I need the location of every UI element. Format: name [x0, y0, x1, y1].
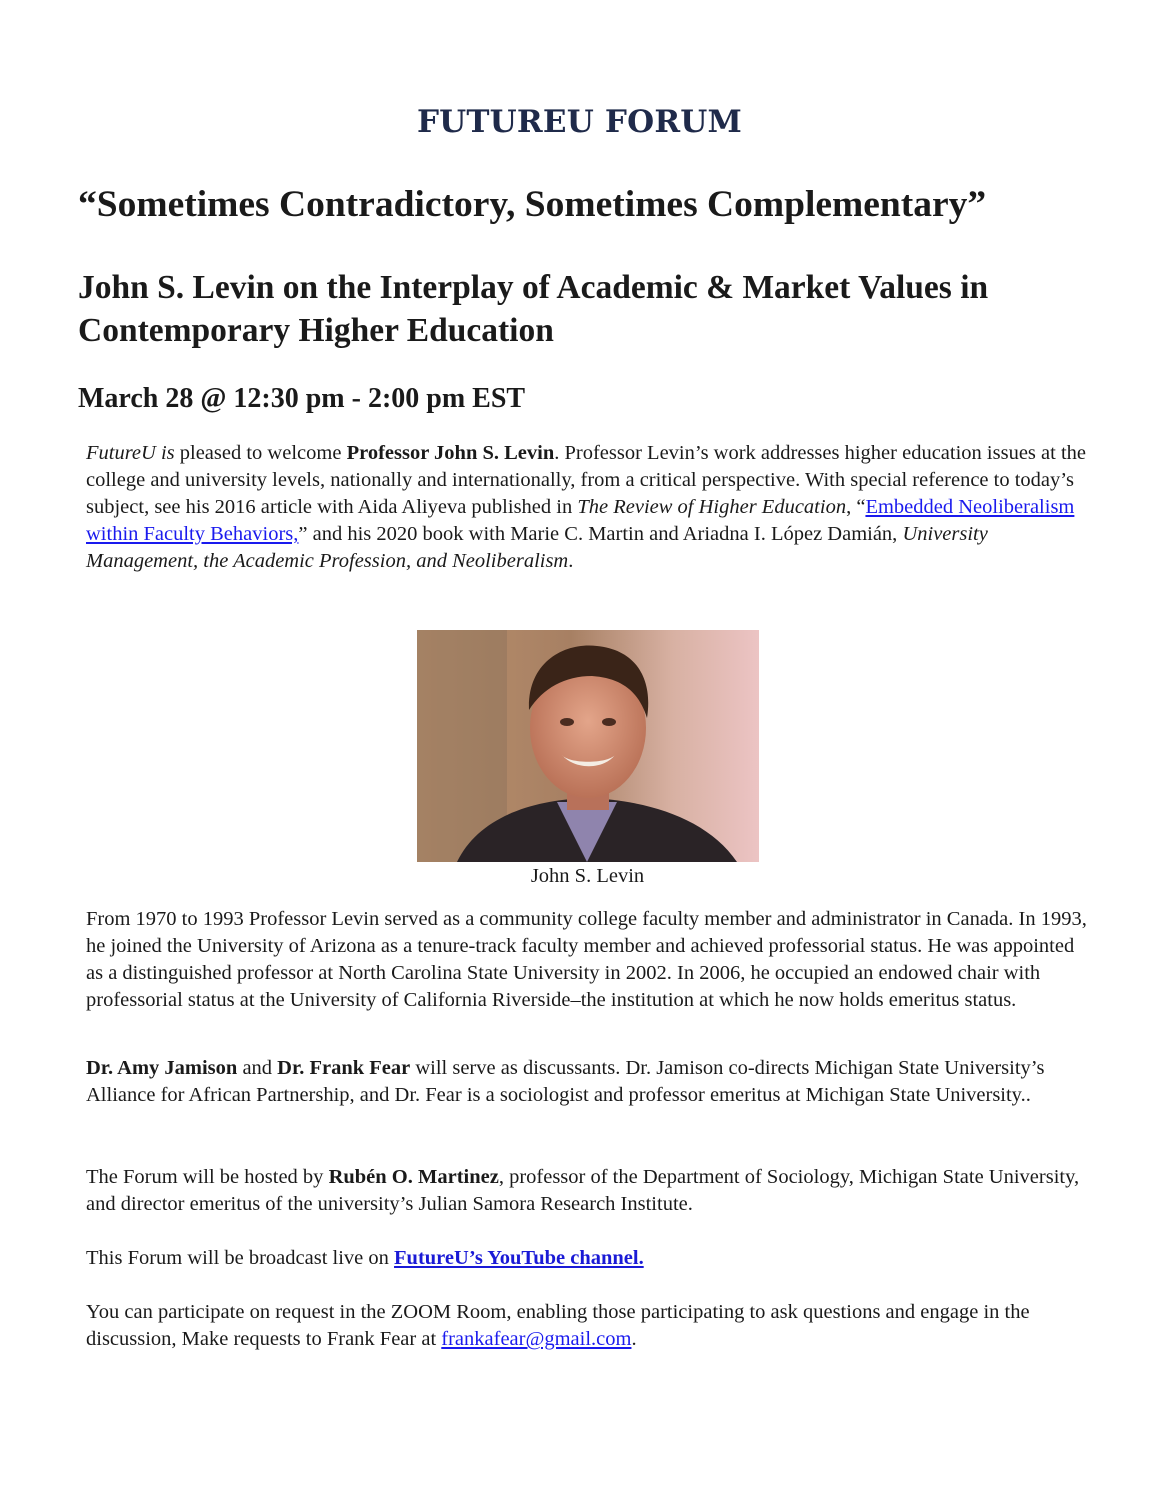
event-subtitle: “Sometimes Contradictory, Sometimes Complementary” — [78, 184, 987, 225]
discussants-paragraph — [86, 1055, 1096, 1109]
zoom-text-2: . — [631, 1328, 637, 1350]
email-link[interactable]: frankafear@gmail.com — [441, 1328, 632, 1350]
speaker-name: Professor John S. Levin — [346, 442, 555, 464]
intro-paragraph — [86, 440, 1096, 575]
host-text-1: The Forum will be hosted by — [86, 1166, 329, 1188]
zoom-paragraph — [86, 1299, 1096, 1353]
discussant-1-name: Dr. Amy Jamison — [86, 1057, 238, 1079]
host-paragraph — [86, 1164, 1096, 1218]
event-date: March 28 @ 12:30 pm - 2:00 pm EST — [78, 383, 526, 414]
discussant-2-name: Dr. Frank Fear — [277, 1057, 411, 1079]
intro-text-2: . Professor Levin’s work addresses higher education issues at the college and university levels, nationally and internationally, from a critical perspective. With special reference to today’s subject, see his 2016 article with Aida Aliyeva published in — [86, 442, 1086, 518]
event-headline: John S. Levin on the Interplay of Academic & Market Values in Contemporary Higher Education — [78, 269, 989, 349]
bio-paragraph: From 1970 to 1993 Professor Levin served as a community college faculty member and administrator in Canada. In 1993, he joined the University of Arizona as a tenure-track faculty member and achieved professorial status. He was appointed as a distinguished professor at North Carolina State University in 2002. In 2006, he occupied an endowed chair with professorial status at the University of California Riverside–the institution at which he now holds emeritus status. — [86, 908, 1087, 1011]
intro-text-4: ” and his 2020 book with Marie C. Martin and Ariadna I. López Damián, — [298, 523, 903, 545]
discussants-text-2: will serve as discussants. Dr. Jamison co-directs Michigan State University’s Alliance for African Partnership, and Dr. Fear is a sociologist and professor emeritus at Michigan State University.. — [86, 1057, 1045, 1106]
broadcast-paragraph — [86, 1245, 1096, 1272]
intro-text-3: , “ — [846, 496, 866, 518]
zoom-text-1: You can participate on request in the ZOOM Room, enabling those participating to ask questions and engage in the discussion, Make requests to Frank Fear at — [86, 1301, 1030, 1350]
intro-text-5: . — [568, 550, 574, 572]
portrait-illustration — [417, 630, 759, 862]
org-name: FutureU is — [86, 442, 175, 464]
host-name: Rubén O. Martinez — [328, 1166, 499, 1188]
forum-title: FUTUREU FORUM — [416, 104, 743, 140]
speaker-photo — [417, 630, 759, 862]
article-link[interactable]: Embedded Neoliberalism within Faculty Behaviors, — [86, 496, 1075, 545]
book-title: University Management, the Academic Profession, and Neoliberalism — [86, 523, 988, 572]
host-text-2: , professor of the Department of Sociology, Michigan State University, and director emeritus of the university’s Julian Samora Research Institute. — [86, 1166, 1080, 1215]
broadcast-text: This Forum will be broadcast live on — [86, 1247, 395, 1269]
journal-title: The Review of Higher Education — [577, 496, 847, 518]
discussants-text-1: and — [237, 1057, 278, 1079]
photo-caption: John S. Levin — [530, 865, 645, 887]
intro-text-1: pleased to welcome — [174, 442, 347, 464]
youtube-channel-link[interactable]: FutureU’s YouTube channel. — [394, 1247, 644, 1269]
